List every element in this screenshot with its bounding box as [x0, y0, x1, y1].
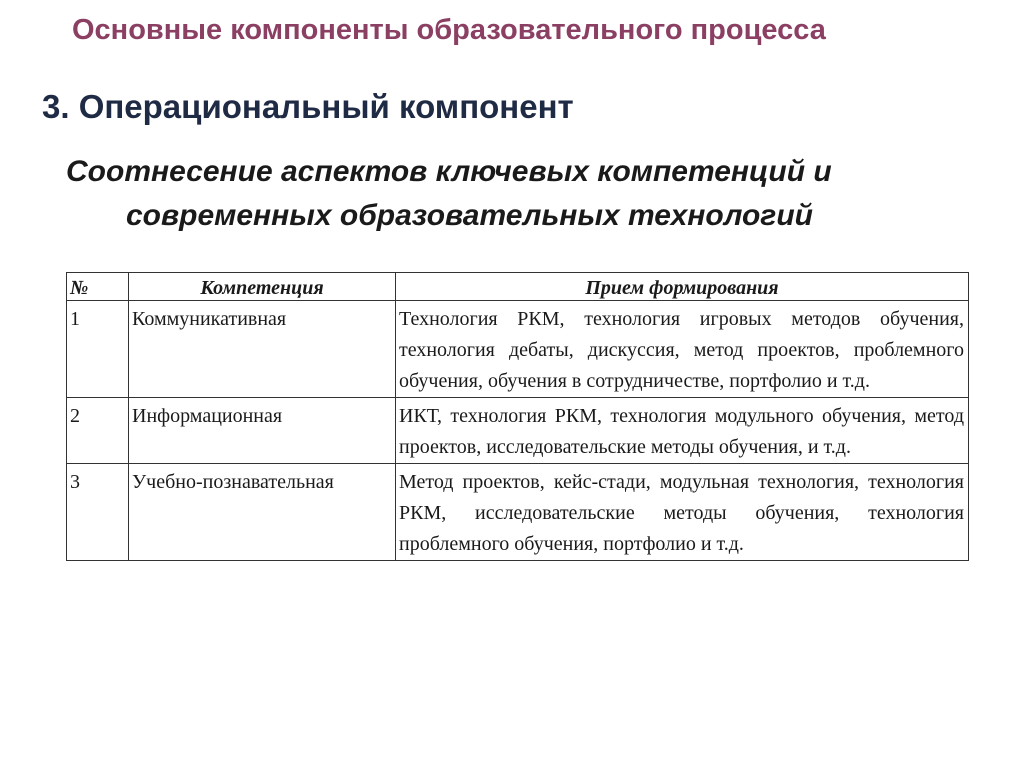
table-header-row [67, 273, 969, 301]
header-competency: Компетенция [129, 273, 396, 301]
table-row [67, 398, 969, 464]
row-method: Технология РКМ, технология игровых методов обучения, технология дебаты, дискуссия, метод проектов, проблемного обучения, обучения в сотрудничестве, портфолио и т.д. [396, 301, 969, 398]
header-number: № [67, 273, 129, 301]
header-method: Прием формирования [396, 273, 969, 301]
section-heading: 3. Операциональный компонент [42, 88, 574, 125]
slide-title: Основные компоненты образовательного процесса [72, 14, 826, 46]
row-number: 2 [67, 398, 129, 464]
subtitle [66, 150, 986, 238]
row-method: ИКТ, технология РКМ, технология модульного обучения, метод проектов, исследовательские методы обучения, и т.д. [396, 398, 969, 464]
table-row [67, 301, 969, 398]
row-number: 1 [67, 301, 129, 398]
row-method: Метод проектов, кейс-стади, модульная технология, технология РКМ, исследовательские методы обучения, технология проблемного обучения, портфолио и т.д. [396, 464, 969, 561]
subtitle-line-2: современных образовательных технологий [126, 199, 813, 232]
row-competency: Коммуникативная [129, 301, 396, 398]
row-competency: Учебно-познавательная [129, 464, 396, 561]
competency-table [66, 272, 969, 561]
subtitle-line-1: Соотнесение аспектов ключевых компетенций и [66, 155, 832, 188]
table-row [67, 464, 969, 561]
row-competency: Информационная [129, 398, 396, 464]
row-number: 3 [67, 464, 129, 561]
